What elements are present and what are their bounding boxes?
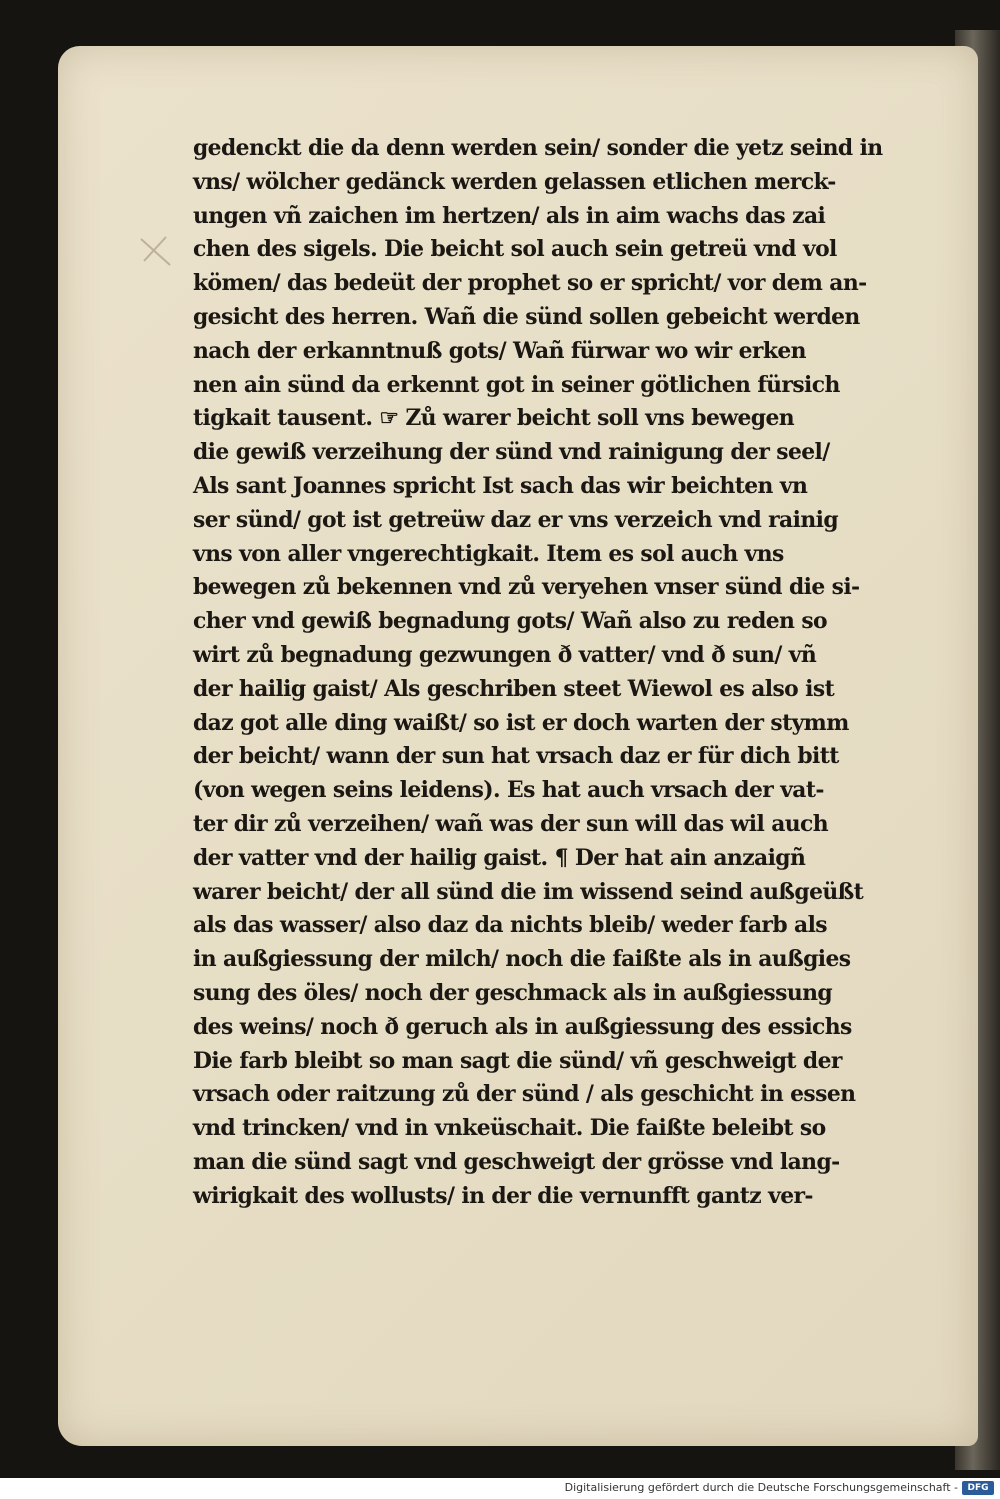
dfg-logo: DFG	[962, 1481, 994, 1495]
text-line: wirt zů begnadung gezwungen ð vatter/ vnd ð sun/ vñ	[193, 641, 817, 668]
text-line: kömen/ das bedeüt der prophet so er spricht/ vor dem an-	[193, 270, 867, 297]
text-line: chen des sigels. Die beicht sol auch sein getreü vnd vol	[193, 236, 837, 263]
text-line: bewegen zů bekennen vnd zů veryehen vnser sünd die si-	[193, 574, 860, 601]
margin-mark	[136, 231, 176, 271]
text-line: der beicht/ wann der sun hat vrsach daz er für dich bitt	[193, 743, 839, 770]
text-line: daz got alle ding waißt/ so ist er doch warten der stymm	[193, 709, 849, 736]
text-line: nen ain sünd da erkennt got in seiner götlichen fürsich	[193, 371, 840, 398]
text-line: des weins/ noch ð geruch als in außgiessung des essichs	[193, 1013, 852, 1040]
text-line: vns/ wölcher gedänck werden gelassen etlichen merck-	[193, 168, 836, 195]
text-line: man die sünd sagt vnd geschweigt der grösse vnd lang-	[193, 1148, 840, 1175]
text-line: (von wegen seins leidens). Es hat auch vrsach der vat-	[193, 777, 824, 804]
text-line: nach der erkanntnuß gots/ Wañ fürwar wo wir erken	[193, 337, 806, 364]
text-line: der vatter vnd der hailig gaist. ¶ Der hat ain anzaigñ	[193, 844, 806, 871]
text-line: tigkait tausent. ☞ Zů warer beicht soll vns bewegen	[193, 405, 795, 432]
text-line: als das wasser/ also daz da nichts bleib/ weder farb als	[193, 912, 827, 939]
text-line: der hailig gaist/ Als geschriben steet Wiewol es also ist	[193, 675, 835, 702]
text-line: gesicht des herren. Wañ die sünd sollen gebeicht werden	[193, 303, 860, 330]
text-line: ser sünd/ got ist getreüw daz er vns verzeich vnd rainig	[193, 506, 838, 533]
text-line: warer beicht/ der all sünd die im wissend seind außgeüßt	[193, 878, 864, 905]
text-line: die gewiß verzeihung der sünd vnd rainigung der seel/	[193, 439, 830, 466]
text-line: ungen vñ zaichen im hertzen/ als in aim wachs das zai	[193, 202, 826, 229]
text-line: cher vnd gewiß begnadung gots/ Wañ also zu reden so	[193, 608, 828, 635]
text-line: ter dir zů verzeihen/ wañ was der sun will das wil auch	[193, 810, 829, 837]
text-line: in außgiessung der milch/ noch die faißte als in außgies	[193, 946, 851, 973]
text-line: vnd trincken/ vnd in vnkeüschait. Die faißte beleibt so	[193, 1115, 826, 1142]
text-line: gedenckt die da denn werden sein/ sonder die yetz seind in	[193, 135, 883, 161]
text-line: Die farb bleibt so man sagt die sünd/ vñ geschweigt der	[193, 1047, 842, 1074]
page-text	[193, 132, 933, 1214]
footer-bar	[0, 1478, 1000, 1499]
text-line: vns von aller vngerechtigkait. Item es sol auch vns	[193, 540, 784, 567]
text-line: sung des öles/ noch der geschmack als in außgiessung	[193, 979, 833, 1006]
text-line: vrsach oder raitzung zů der sünd / als geschicht in essen	[193, 1081, 856, 1108]
text-line: Als sant Joannes spricht Ist sach das wir beichten vn	[193, 472, 808, 499]
text-line: wirigkait des wollusts/ in der die vernunfft gantz ver-	[193, 1182, 813, 1209]
footer-credit: Digitalisierung gefördert durch die Deutsche Forschungsgemeinschaft -	[564, 1481, 958, 1494]
